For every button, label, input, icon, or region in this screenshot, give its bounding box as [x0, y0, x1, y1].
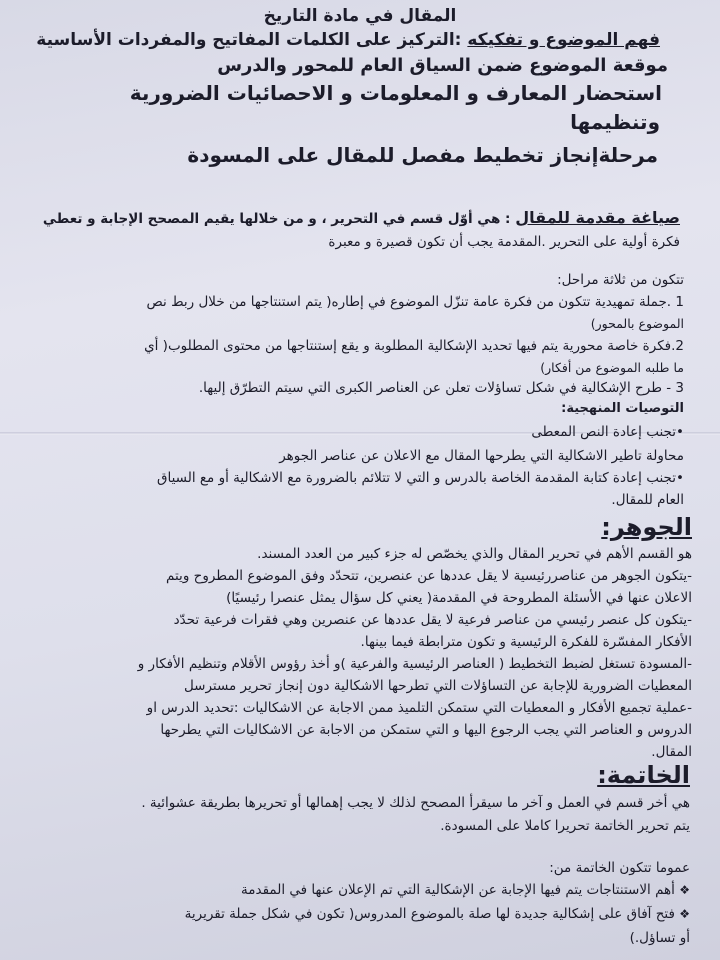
intro-line2: فكرة أولية على التحرير .المقدمة يجب أن تكون قصيرة و معبرة	[328, 234, 680, 250]
diamond-bullet-icon: ❖	[679, 883, 690, 897]
step-organize: وتنظيمها	[570, 110, 660, 134]
body-line-2: -يتكون الجوهر من عناصررئيسية لا يقل عددها عن عنصرين، تتحدّد وفق الموضوع المطروح ويتم	[166, 568, 692, 584]
intro-reco-1: •تجنب إعادة النص المعطى	[531, 424, 684, 440]
conclusion-part-2	[18, 906, 690, 923]
step-knowledge: استحضار المعارف و المعلومات و الاحصائيات الضرورية	[129, 81, 662, 105]
page-title: المقال في مادة التاريخ	[263, 6, 457, 26]
intro-reco-title: التوصيات المنهجية:	[561, 401, 684, 416]
step-understand-rest: :التركيز على الكلمات المفاتيح والمفردات الأساسية	[36, 30, 462, 50]
diamond-bullet-icon: ❖	[679, 907, 690, 921]
intro-line1	[18, 208, 680, 229]
conclusion-part-2-cont: أو تساؤل.)	[629, 930, 690, 946]
body-line-6: -المسودة تستغل لضبط التخطيط ( العناصر الرئيسية والفرعية )و أخذ رؤوس الأقلام وتنظيم الأفكار و	[137, 656, 692, 672]
step-understand	[18, 30, 660, 51]
intro-stage-1: 1 .جملة تمهيدية تتكون من فكرة عامة تنزّل الموضوع في إطاره( يتم استنتاجها من خلال ربط نص	[146, 294, 684, 310]
body-heading: الجوهر:	[601, 513, 692, 541]
intro-definition: : هي أوّل قسم في التحرير ، و من خلالها يقيم المصحح الإجابة و تعطي	[42, 211, 511, 227]
intro-reco-2: محاولة تاطير الاشكالية التي يطرحها المقال مع الاعلان عن عناصر الجوهر	[279, 448, 684, 464]
step-context: موقعة الموضوع ضمن السياق العام للمحور والدرس	[217, 55, 668, 76]
body-line-5: الأفكار المفسّرة للفكرة الرئيسية و تكون مترابطة فيما بينها.	[360, 634, 692, 650]
intro-stage-1-cont: الموضوع بالمحور)	[590, 316, 684, 331]
conclusion-line-2: يتم تحرير الخاتمة تحريرا كاملا على المسودة.	[440, 818, 690, 834]
body-line-8: -عملية تجميع الأفكار و المعطيات التي ستمكن التلميذ ممن الاجابة عن الاشكاليات :تحديد الدرس او	[146, 700, 692, 716]
conclusion-part-1-text: أهم الاستنتاجات يتم فيها الإجابة عن الإشكالية التي تم الإعلان عنها في المقدمة	[241, 882, 675, 898]
step-understand-head: فهم الموضوع و تفكيكه	[467, 30, 660, 50]
intro-reco-3: •تجنب إعادة كتابة المقدمة الخاصة بالدرس و التي لا تتلائم بالضرورة مع الاشكالية أو مع السياق	[157, 470, 684, 486]
conclusion-parts-title: عموما تتكون الخاتمة من:	[549, 860, 690, 876]
intro-stage-3: 3 - طرح الإشكالية في شكل تساؤلات تعلن عن العناصر الكبرى التي سيتم التطرّق إليها.	[198, 380, 684, 396]
intro-heading: صياغة مقدمة للمقال	[515, 208, 680, 227]
intro-stage-2: 2.فكرة خاصة محورية يتم فيها تحديد الإشكالية المطلوبة و يقع إستنتاجها من محتوى المطلوب( أي	[144, 338, 684, 354]
body-line-3: الاعلان عنها في الأسئلة المطروحة في المقدمة( يعني كل سؤال يمثل عنصرا رئيسيًا)	[226, 590, 692, 606]
intro-stages-title: تتكون من ثلاثة مراحل:	[557, 272, 684, 288]
conclusion-heading: الخاتمة:	[597, 761, 690, 789]
body-line-10: المقال.	[651, 744, 692, 760]
intro-stage-2-cont: ما طلبه الموضوع من أفكار)	[540, 360, 684, 375]
body-line-9: الدروس و العناصر التي يجب الرجوع اليها و التي ستمكن من الاجابة عن الاشكاليات التي يطرحها	[160, 722, 692, 738]
conclusion-line-1: هي أخر قسم في العمل و آخر ما سيقرأ المصحح لذلك لا يجب إهمالها أو تحريرها بطريقة عشوائية .	[141, 795, 690, 811]
conclusion-part-2-text: فتح آفاق على إشكالية جديدة لها صلة بالموضوع المدروس( تكون في شكل جملة تقريرية	[184, 906, 675, 922]
body-line-1: هو القسم الأهم في تحرير المقال والذي يخصّص له جزء كبير من العدد المسند.	[257, 546, 692, 562]
body-line-4: -يتكون كل عنصر رئيسي من عناصر فرعية لا يقل عددها عن عنصرين وهي فقرات فرعية تحدّد	[173, 612, 692, 628]
intro-reco-3-cont: العام للمقال.	[611, 492, 684, 508]
body-line-7: المعطيات الضرورية للإجابة عن التساؤلات التي تطرحها الاشكالية دون إنجاز تحرير مسترسل	[183, 678, 692, 694]
conclusion-part-1	[18, 882, 690, 899]
step-draft: مرحلةإنجاز تخطيط مفصل للمقال على المسودة	[187, 143, 658, 167]
